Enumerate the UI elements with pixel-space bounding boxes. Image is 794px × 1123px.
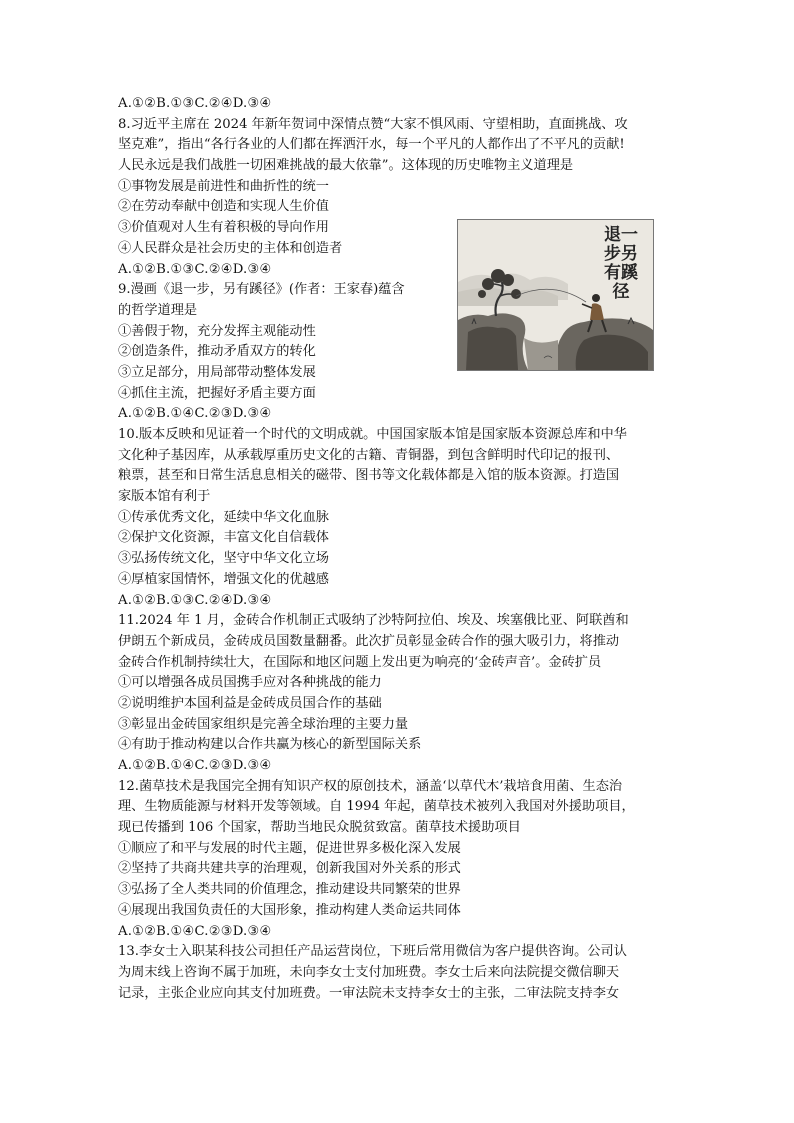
q11-item-1: ①可以增强各成员国携手应对各种挑战的能力 — [118, 675, 382, 691]
q12-options: A.①②B.①④C.②③D.③④ — [118, 923, 272, 939]
q9-item-4: ④抓住主流，把握好矛盾主要方面 — [118, 385, 316, 401]
q11-stem-1: 11.2024 年 1 月，金砖合作机制正式吸纳了沙特阿拉伯、埃及、埃塞俄比亚、阿联酋和 — [118, 613, 629, 629]
q10-item-1: ①传承优秀文化，延续中华文化血脉 — [118, 509, 329, 525]
q12-item-3: ③弘扬了全人类共同的价值理念，推动建设共同繁荣的世界 — [118, 882, 461, 898]
q9-item-3: ③立足部分，用局部带动整体发展 — [118, 364, 316, 380]
q13-stem-2: 为周末线上咨询不属于加班，未向李女士支付加班费。李女士后来向法院提交微信聊天 — [118, 964, 620, 980]
q8-stem-1: 8.习近平主席在 2024 年新年贺词中深情点赞“大家不惧风雨、守望相助，直面挑战、攻 — [118, 116, 628, 132]
cartoon-title: 退一步另有蹊径 — [604, 225, 638, 302]
q11-item-2: ②说明维护本国利益是金砖成员国合作的基础 — [118, 695, 382, 711]
q11-stem-2: 伊朗五个新成员，金砖成员国数量翻番。此次扩员彰显金砖合作的强大吸引力，将推动 — [118, 633, 620, 649]
q8-stem-2: 坚克难”，指出“各行各业的人们都在挥洒汗水，每一个平凡的人都作出了不平凡的贡献! — [118, 137, 625, 153]
q9-stem-1: 9.漫画《退一步，另有蹊径》(作者：王家春)蕴含 — [118, 282, 405, 298]
q12-stem-3: 现已传播到 106 个国家，帮助当地民众脱贫致富。菌草技术援助项目 — [118, 820, 521, 836]
q9-item-1: ①善假于物，充分发挥主观能动性 — [118, 323, 316, 339]
q11-stem-3: 金砖合作机制持续壮大，在国际和地区问题上发出更为响亮的‘金砖声音’。金砖扩员 — [118, 654, 602, 670]
q11-options: A.①②B.①④C.②③D.③④ — [118, 758, 272, 773]
q13-stem-1: 13.李女士入职某科技公司担任产品运营岗位，下班后常用微信为客户提供咨询。公司认 — [118, 944, 627, 960]
q8-options: A.①②B.①③C.②④D.③④ — [118, 261, 272, 277]
q11-item-4: ④有助于推动构建以合作共赢为核心的新型国际关系 — [118, 737, 422, 753]
q12-stem-1: 12.菌草技术是我国完全拥有知识产权的原创技术，涵盖‘以草代木’栽培食用菌、生态治 — [118, 778, 623, 794]
q12-item-2: ②坚持了共商共建共享的治理观，创新我国对外关系的形式 — [118, 861, 461, 877]
q12-item-4: ④展现出我国负责任的大国形象，推动构建人类命运共同体 — [118, 902, 461, 918]
q8-item-3: ③价值观对人生有着积极的导向作用 — [118, 220, 329, 236]
q12-stem-2: 理、生物质能源与材料开发等领域。自 1994 年起，菌草技术被列入我国对外援助项目， — [118, 799, 635, 815]
q10-item-4: ④厚植家国情怀，增强文化的优越感 — [118, 571, 329, 587]
q10-stem-2: 文化种子基因库，从承载厚重历史文化的古籍、青铜器，到包含鲜明时代印记的报刊、 — [118, 447, 620, 463]
q10-stem-3: 粮票，甚至和日常生活息息相关的磁带、图书等文化载体都是入馆的版本资源。打造国 — [118, 468, 620, 484]
cartoon-image — [457, 219, 654, 371]
q10-item-2: ②保护文化资源，丰富文化自信载体 — [118, 530, 329, 546]
q10-item-3: ③弘扬传统文化，坚守中华文化立场 — [118, 551, 329, 567]
q10-stem-4: 家版本馆有利于 — [118, 489, 211, 505]
q9-options: A.①②B.①④C.②③D.③④ — [118, 406, 272, 422]
q11-item-3: ③彰显出金砖国家组织是完善全球治理的主要力量 — [118, 716, 409, 732]
q8-item-2: ②在劳动奉献中创造和实现人生价值 — [118, 199, 329, 215]
q12-item-1: ①顺应了和平与发展的时代主题，促进世界多极化深入发展 — [118, 840, 461, 856]
q10-options: A.①②B.①③C.②④D.③④ — [118, 592, 272, 608]
q8-item-1: ①事物发展是前进性和曲折性的统一 — [118, 178, 329, 194]
q7-options: A.①②B.①③C.②④D.③④ — [118, 96, 272, 111]
q13-stem-3: 记录，主张企业应向其支付加班费。一审法院未支持李女士的主张，二审法院支持李女 — [118, 985, 620, 1001]
q8-item-4: ④人民群众是社会历史的主体和创造者 — [118, 240, 343, 256]
q9-stem-2: 的哲学道理是 — [118, 302, 198, 318]
q9-item-2: ②创造条件，推动矛盾双方的转化 — [118, 344, 316, 360]
q10-stem-1: 10.版本反映和见证着一个时代的文明成就。中国国家版本馆是国家版本资源总库和中华 — [118, 427, 627, 442]
q8-stem-3: 人民永远是我们战胜一切困难挑战的最大依靠”。这体现的历史唯物主义道理是 — [118, 158, 574, 174]
